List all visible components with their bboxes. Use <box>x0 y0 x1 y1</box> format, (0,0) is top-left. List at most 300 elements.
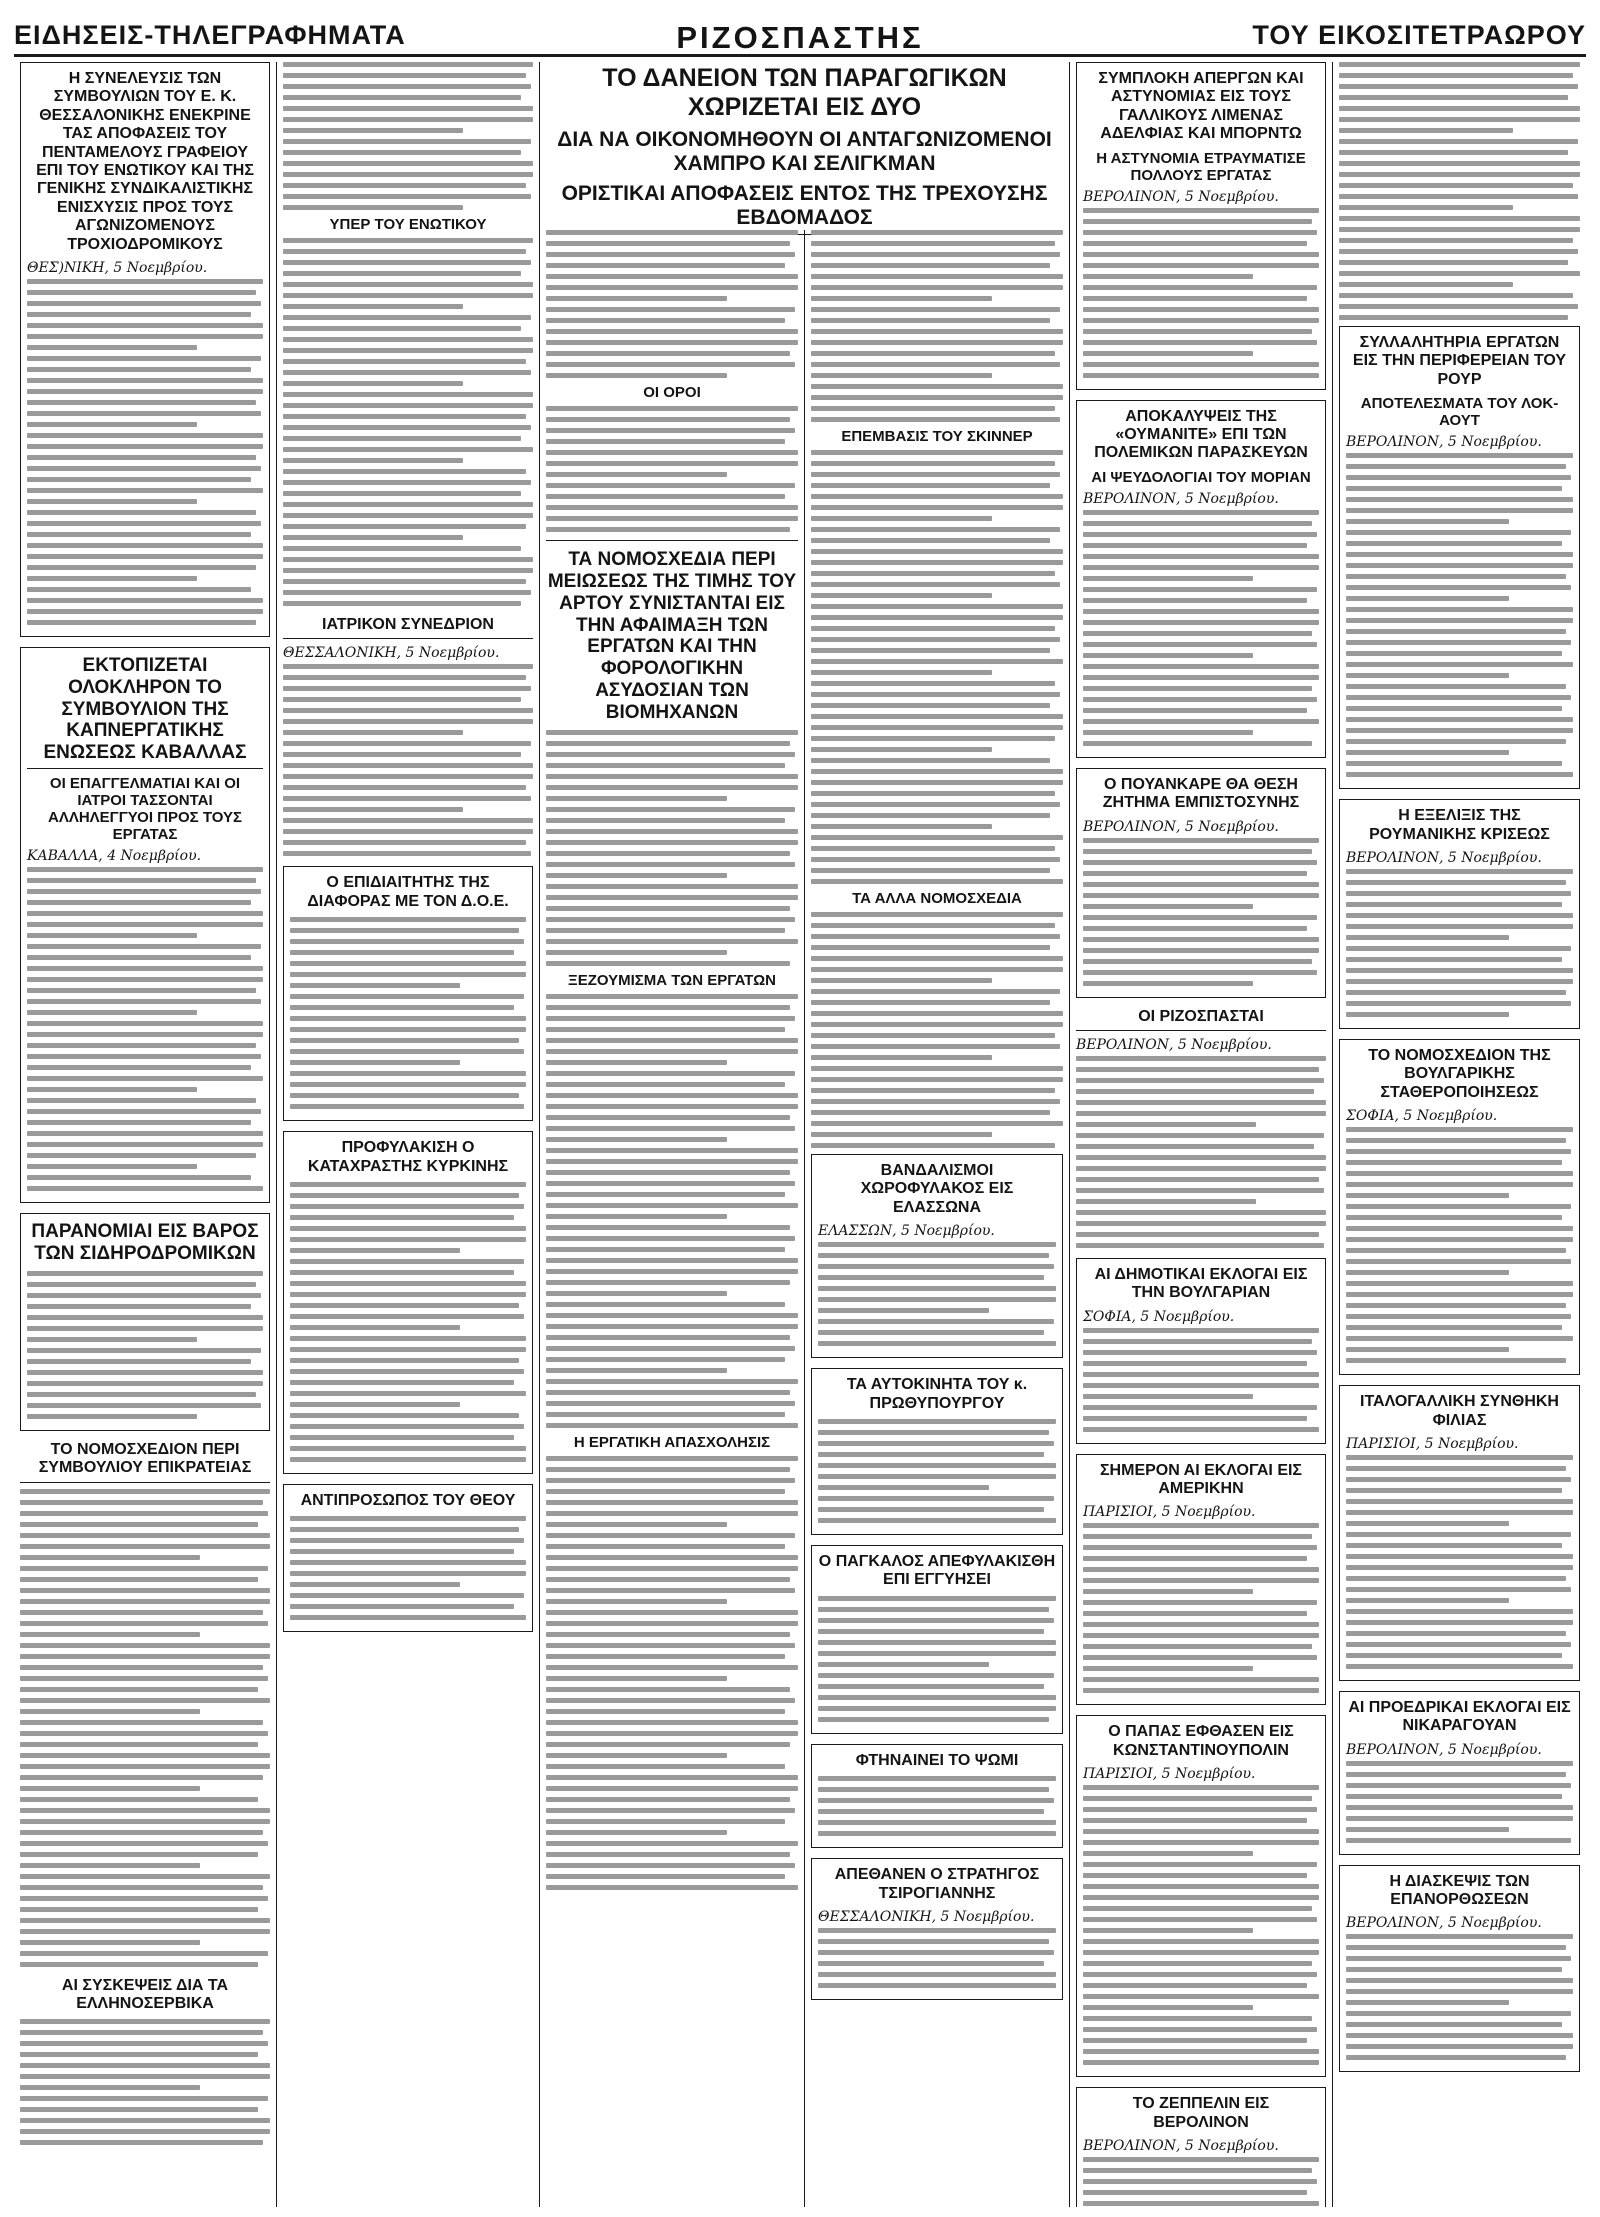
dateline: ΚΑΒΑΛΛΑ, 4 Νοεμβρίου. <box>27 848 202 865</box>
text-line <box>1346 772 1573 777</box>
text-line <box>1083 1807 1317 1812</box>
text-line <box>283 686 531 691</box>
text-line <box>546 862 795 867</box>
text-line <box>27 1131 263 1136</box>
headline: Η ΔΙΑΣΚΕΨΙΣ ΤΩΝ ΕΠΑΝΟΡΘΩΣΕΩΝ <box>1389 1872 1530 1909</box>
text-line <box>290 1402 460 1407</box>
text-line <box>283 491 521 496</box>
text-line <box>27 598 263 603</box>
text-line <box>1346 1565 1573 1570</box>
text-line <box>283 150 521 155</box>
text-line <box>283 293 533 298</box>
headline: ΣΗΜΕΡΟΝ ΑΙ ΕΚΛΟΓΑΙ ΕΙΣ ΑΜΕΡΙΚΗΝ <box>1099 1461 1303 1498</box>
text-line <box>20 1599 270 1604</box>
text-line <box>20 1797 258 1802</box>
text-line <box>1083 860 1317 865</box>
text-line <box>283 719 533 724</box>
column-6 <box>1333 62 1586 2207</box>
article-bulgarian-stabilization <box>1339 1039 1580 1375</box>
text-line <box>27 1315 263 1320</box>
text-line <box>818 1640 1056 1645</box>
text-line <box>546 263 785 268</box>
text-line <box>283 172 533 177</box>
text-line <box>546 730 798 735</box>
text-line <box>290 1527 519 1532</box>
headline: ΦΤΗΝΑΙΝΕΙ ΤΟ ΨΩΜΙ <box>855 1751 1019 1769</box>
dateline: ΒΕΡΟΛΙΝΟΝ, 5 Νοεμβρίου. <box>1083 490 1279 507</box>
text-line <box>818 1706 1056 1711</box>
article-general-death <box>811 1858 1063 2000</box>
text-line <box>1083 2190 1307 2195</box>
text-line <box>1083 1994 1319 1999</box>
text-line <box>1346 1816 1573 1821</box>
text-line <box>811 846 1055 851</box>
text-line <box>1083 959 1312 964</box>
text-line <box>20 2107 258 2112</box>
article-railway-workers <box>20 1213 270 1431</box>
text-line <box>1083 2016 1312 2021</box>
text-line <box>811 1000 1050 1005</box>
text-line <box>818 1430 1049 1435</box>
text-line <box>290 1104 524 1109</box>
text-line <box>546 1808 795 1813</box>
text-line <box>283 414 526 419</box>
text-line <box>1339 205 1513 210</box>
text-line <box>811 472 1060 477</box>
text-line <box>1083 208 1319 213</box>
article-nicaragua-elections <box>1339 1691 1580 1855</box>
text-line <box>1083 2157 1319 2162</box>
text-line <box>290 1082 526 1087</box>
text-line <box>27 1337 197 1342</box>
text-line <box>1346 1934 1573 1939</box>
text-line <box>290 1182 526 1187</box>
text-line <box>811 813 1050 818</box>
text-line <box>811 296 992 301</box>
text-line <box>811 747 992 752</box>
text-line <box>546 252 795 257</box>
text-line <box>546 505 798 510</box>
text-line <box>1076 1199 1256 1204</box>
article-text <box>290 917 526 1109</box>
article-text <box>1339 62 1580 320</box>
text-line <box>1339 128 1513 133</box>
text-line <box>546 1588 795 1593</box>
text-line <box>1346 1160 1562 1165</box>
text-line <box>546 1467 790 1472</box>
text-line <box>27 565 256 570</box>
text-line <box>283 741 531 746</box>
text-line <box>1346 1827 1509 1832</box>
subheadline: ΟΙ ΕΠΑΓΓΕΛΜΑΤΙΑΙ ΚΑΙ ΟΙ ΙΑΤΡΟΙ ΤΑΣΣΟΝΤΑΙ ΑΛΛΗΛΕΓΓΥΟΙ ΠΡΟΣ ΤΟΥΣ ΕΡΓΑΤΑΣ <box>48 775 242 844</box>
text-line <box>27 422 197 427</box>
article-kavala-exile <box>20 647 270 1203</box>
text-line <box>27 1087 197 1092</box>
text-line <box>290 1457 526 1462</box>
text-line <box>1083 1328 1319 1333</box>
text-line <box>811 1121 1063 1126</box>
text-line <box>20 2063 270 2068</box>
text-line <box>811 307 1060 312</box>
article-text <box>1346 869 1573 1017</box>
text-line <box>27 1142 263 1147</box>
text-line <box>290 1215 514 1220</box>
article-text <box>1346 1127 1573 1363</box>
text-line <box>290 1237 526 1242</box>
text-line <box>546 406 798 411</box>
text-line <box>283 601 521 606</box>
text-line <box>818 1961 1044 1966</box>
text-line <box>546 1841 798 1846</box>
text-line <box>818 1419 1056 1424</box>
text-line <box>283 535 463 540</box>
text-line <box>1339 150 1568 155</box>
banner-headline-3: ΟΡΙΣΤΙΚΑΙ ΑΠΟΦΑΣΕΙΣ ΕΝΤΟΣ ΤΗΣ ΤΡΕΧΟΥΣΗΣ ΕΒΔΟΜΑΔΟΣ <box>548 182 1061 235</box>
text-line <box>1346 1477 1571 1482</box>
text-line <box>290 1314 524 1319</box>
text-line <box>811 758 1050 763</box>
text-line <box>1083 329 1312 334</box>
text-line <box>546 1852 790 1857</box>
text-line <box>1339 161 1580 166</box>
text-line <box>27 1175 251 1180</box>
text-line <box>1346 1598 1509 1603</box>
text-line <box>1083 1829 1319 1834</box>
text-line <box>20 1830 263 1835</box>
text-line <box>20 1896 268 1901</box>
text-line <box>27 334 263 339</box>
text-line <box>1339 139 1578 144</box>
text-line <box>27 1282 256 1287</box>
text-line <box>1083 1906 1312 1911</box>
text-line <box>546 741 790 746</box>
text-line <box>811 549 1063 554</box>
article-text <box>818 1242 1056 1346</box>
text-line <box>811 1143 1055 1148</box>
text-line <box>283 348 533 353</box>
text-line <box>27 345 197 350</box>
text-line <box>1346 2055 1566 2060</box>
text-line <box>20 1555 200 1560</box>
text-line <box>1076 1166 1326 1171</box>
text-line <box>27 477 251 482</box>
text-line <box>1346 1237 1573 1242</box>
text-line <box>811 1033 1055 1038</box>
article-text <box>1346 1934 1573 2060</box>
text-line <box>1083 675 1319 680</box>
text-line <box>1339 62 1580 67</box>
article-text <box>818 1419 1056 1523</box>
text-line <box>818 1618 1054 1623</box>
article-text <box>818 1596 1056 1722</box>
text-line <box>546 1555 798 1560</box>
text-line <box>283 304 463 309</box>
text-line <box>1083 598 1307 603</box>
text-line <box>290 1270 514 1275</box>
text-line <box>1346 1838 1571 1843</box>
text-line <box>818 1972 1056 1977</box>
text-line <box>1346 1587 1571 1592</box>
text-line <box>546 1137 727 1142</box>
text-line <box>818 1717 1049 1722</box>
article-text <box>1083 510 1319 746</box>
text-line <box>1346 662 1573 667</box>
text-line <box>546 774 798 779</box>
text-line <box>546 1621 798 1626</box>
text-line <box>1346 1204 1571 1209</box>
text-line <box>1346 957 1562 962</box>
text-line <box>1083 1928 1253 1933</box>
text-line <box>1346 629 1566 634</box>
text-line <box>546 1665 798 1670</box>
text-line <box>1346 1510 1573 1515</box>
headline: ΤΟ ΝΟΜΟΣΧΕΔΙΟΝ ΠΕΡΙ ΣΥΜΒΟΥΛΙΟΥ ΕΠΙΚΡΑΤΕΙΑΣ <box>20 1441 270 1483</box>
text-line <box>818 1253 1049 1258</box>
column-2 <box>277 62 540 2207</box>
text-line <box>283 436 521 441</box>
dateline: ΒΕΡΟΛΙΝΟΝ, 5 Νοεμβρίου. <box>1346 434 1542 451</box>
text-line <box>290 1516 526 1521</box>
article-italo-french-pact <box>1339 1385 1580 1681</box>
text-line <box>1083 1884 1319 1889</box>
text-line <box>1083 1950 1319 1955</box>
text-line <box>546 439 785 444</box>
text-line <box>546 1709 785 1714</box>
text-line <box>818 1776 1056 1781</box>
text-line <box>27 977 263 982</box>
text-line <box>290 1204 524 1209</box>
article-text <box>1083 2157 1319 2207</box>
text-line <box>546 494 785 499</box>
headline: ΕΚΤΟΠΙΖΕΤΑΙ ΟΛΟΚΛΗΡΟΝ ΤΟ ΣΥΜΒΟΥΛΙΟΝ ΤΗΣ ΚΑΠΝΕΡΓΑΤΙΚΗΣ ΕΝΩΣΕΩΣ ΚΑΒΑΛΛΑΣ <box>27 655 263 769</box>
text-line <box>818 1787 1049 1792</box>
dateline: ΒΕΡΟΛΙΝΟΝ, 5 Νοεμβρίου. <box>1076 1036 1272 1053</box>
text-line <box>20 1852 258 1857</box>
text-line <box>290 939 524 944</box>
article-medical-congress <box>283 616 533 856</box>
text-line <box>27 867 263 872</box>
text-line <box>27 1271 263 1276</box>
text-line <box>290 1413 519 1418</box>
text-line <box>27 1021 263 1026</box>
text-line <box>1346 946 1571 951</box>
text-line <box>811 373 992 378</box>
text-line <box>546 1731 798 1736</box>
text-line <box>811 978 992 983</box>
text-line <box>1339 73 1573 78</box>
text-line <box>1083 1611 1307 1616</box>
text-line <box>1346 651 1562 656</box>
text-line <box>283 818 533 823</box>
text-line <box>546 1082 785 1087</box>
text-line <box>1346 750 1509 755</box>
text-line <box>27 900 251 905</box>
text-line <box>811 527 1060 532</box>
text-line <box>818 1308 989 1313</box>
headline: ΠΑΡΑΝΟΜΙΑΙ ΕΙΣ ΒΑΡΟΣ ΤΩΝ ΣΙΔΗΡΟΔΡΟΜΙΚΩΝ <box>31 1221 259 1264</box>
text-line <box>1083 263 1319 268</box>
text-line <box>1346 1488 1562 1493</box>
text-line <box>811 692 1060 697</box>
text-line <box>1346 1001 1571 1006</box>
text-line <box>1346 1609 1573 1614</box>
text-line <box>283 829 533 834</box>
text-line <box>546 483 795 488</box>
text-line <box>546 1478 795 1483</box>
text-line <box>27 488 263 493</box>
text-line <box>20 1588 270 1593</box>
text-line <box>1083 532 1317 537</box>
text-line <box>546 873 727 878</box>
text-line <box>283 774 533 779</box>
text-line <box>1083 1785 1319 1790</box>
text-line <box>283 359 526 364</box>
text-line <box>1346 990 1566 995</box>
article-pm-cars <box>811 1368 1063 1535</box>
text-line <box>20 1808 270 1813</box>
text-line <box>546 1775 798 1780</box>
headline: ΠΡΟΦΥΛΑΚΙΣΗ Ο ΚΑΤΑΧΡΑΣΤΗΣ ΚΥΡΚΙΝΗΣ <box>307 1139 509 1175</box>
text-line <box>1346 1303 1566 1308</box>
text-line <box>546 1643 795 1648</box>
headline: Η ΣΥΝΕΛΕΥΣΙΣ ΤΩΝ ΣΥΜΒΟΥΛΙΩΝ ΤΟΥ Ε. Κ. ΘΕΣΣΑΛΟΝΙΚΗΣ ΕΝΕΚΡΙΝΕ ΤΑΣ ΑΠΟΦΑΣΕΙΣ ΤΟΥ ΠΕΝΤΑΜΕΛΟΥΣ ΓΡΑΦΕΙΟΥ ΕΠΙ ΤΟΥ ΕΝΩΤΙΚΟΥ ΚΑΙ ΤΗΣ ΓΕΝΙΚΗΣ ΣΥΝΔΙΚΑΛΙΣΤΙΚΗΣ ΕΝΙΣΧΥΣΙΣ ΠΡΟΣ ΤΟΥΣ ΑΓΩΝΙΖΟΜΕΝΟΥΣ ΤΡΟΧΙΟΔΡΟΜΙΚΟΥΣ <box>36 70 254 253</box>
text-line <box>546 939 798 944</box>
text-line <box>1346 607 1573 612</box>
text-line <box>1339 238 1573 243</box>
text-line <box>20 1819 270 1824</box>
text-line <box>1346 1127 1573 1132</box>
text-line <box>1346 1653 1562 1658</box>
text-line <box>546 329 798 334</box>
text-line <box>546 296 727 301</box>
text-line <box>811 351 1055 356</box>
text-line <box>811 1055 992 1060</box>
headline: ΑΠΟΚΑΛΥΨΕΙΣ ΤΗΣ «ΟΥΜΑΝΙΤΕ» ΕΠΙ ΤΩΝ ΠΟΛΕΜΙΚΩΝ ΠΑΡΑΣΚΕΥΩΝ <box>1094 407 1308 462</box>
text-line <box>546 1720 798 1725</box>
text-line <box>546 1687 790 1692</box>
text-line <box>27 367 251 372</box>
text-line <box>546 1566 798 1571</box>
text-line <box>1083 1677 1319 1682</box>
column-5 <box>1070 62 1333 2207</box>
text-line <box>20 1511 268 1516</box>
text-line <box>27 1164 197 1169</box>
text-line <box>27 411 261 416</box>
text-line <box>290 1358 519 1363</box>
text-line <box>20 2074 270 2079</box>
text-line <box>283 84 531 89</box>
article-text <box>811 230 1063 422</box>
text-line <box>27 279 263 284</box>
text-line <box>1346 1967 1562 1972</box>
text-line <box>1346 1270 1509 1275</box>
text-line <box>1346 1805 1573 1810</box>
text-line <box>811 582 1060 587</box>
text-line <box>27 878 256 883</box>
text-line <box>283 282 533 287</box>
text-line <box>818 1242 1056 1247</box>
text-line <box>27 587 251 592</box>
text-line <box>290 1060 460 1065</box>
article-doe-arbitrator <box>283 866 533 1121</box>
text-line <box>20 2129 270 2134</box>
text-line <box>1346 2011 1571 2016</box>
column-3 <box>540 230 805 2207</box>
text-line <box>1083 1622 1319 1627</box>
text-line <box>546 285 798 290</box>
text-line <box>546 840 798 845</box>
text-line <box>27 1381 263 1386</box>
text-line <box>290 1604 514 1609</box>
text-line <box>546 1522 727 1527</box>
text-line <box>1083 1939 1319 1944</box>
text-line <box>1346 1521 1509 1526</box>
article-text <box>283 238 533 606</box>
text-line <box>546 1676 727 1681</box>
text-line <box>1346 574 1566 579</box>
lead-story-banner <box>540 62 1070 241</box>
text-line <box>283 326 521 331</box>
text-line <box>1346 541 1562 546</box>
text-line <box>811 868 1050 873</box>
article-text <box>1346 1761 1573 1843</box>
text-line <box>290 1193 519 1198</box>
text-line <box>20 2140 263 2145</box>
text-line <box>546 1390 790 1395</box>
text-line <box>1083 653 1253 658</box>
text-line <box>1339 227 1580 232</box>
text-line <box>546 241 790 246</box>
text-line <box>1083 1427 1319 1432</box>
text-line <box>1083 1416 1307 1421</box>
masthead <box>14 18 1586 57</box>
text-line <box>1339 315 1568 320</box>
dateline: ΕΛΑΣΣΩΝ, 5 Νοεμβρίου. <box>818 1223 995 1240</box>
text-line <box>1083 741 1312 746</box>
text-line <box>818 1518 1056 1523</box>
text-line <box>283 513 533 518</box>
headline: ΑΠΕΘΑΝΕΝ Ο ΣΤΡΑΤΗΓΟΣ ΤΣΙΡΟΓΙΑΝΝΗΣ <box>834 1866 1040 1902</box>
headline: ΑΙ ΔΗΜΟΤΙΚΑΙ ΕΚΛΟΓΑΙ ΕΙΣ ΤΗΝ ΒΟΥΛΓΑΡΙΑΝ <box>1094 1265 1308 1302</box>
headline: ΣΥΜΠΛΟΚΗ ΑΠΕΡΓΩΝ ΚΑΙ ΑΣΤΥΝΟΜΙΑΣ ΕΙΣ ΤΟΥΣ ΓΑΛΛΙΚΟΥΣ ΛΙΜΕΝΑΣ ΑΔΕΛΦΙΑΣ ΚΑΙ ΜΠΟΡΝΤΩ <box>1098 70 1304 143</box>
text-line <box>1346 1620 1573 1625</box>
text-line <box>818 1684 1044 1689</box>
text-line <box>546 1280 790 1285</box>
text-line <box>811 329 1063 334</box>
text-line <box>546 1093 798 1098</box>
text-line <box>290 1259 524 1264</box>
text-line <box>1083 274 1253 279</box>
text-line <box>1339 216 1580 221</box>
text-line <box>818 1798 1054 1803</box>
text-line <box>546 1379 798 1384</box>
text-line <box>818 1651 1056 1656</box>
text-line <box>1346 761 1562 766</box>
text-line <box>1346 1347 1509 1352</box>
text-line <box>1346 530 1571 535</box>
text-line <box>1076 1133 1324 1138</box>
article-text <box>283 62 533 210</box>
headline: Ο ΠΑΓΚΑΛΟΣ ΑΠΕΦΥΛΑΚΙΣΘΗ ΕΠΙ ΕΓΓΥΗΣΕΙ <box>818 1552 1056 1589</box>
text-line <box>1076 1089 1314 1094</box>
text-line <box>283 205 463 210</box>
article-kyrkini-embezzler <box>283 1131 533 1474</box>
text-line <box>546 818 785 823</box>
text-line <box>1346 1171 1573 1176</box>
columns <box>14 62 1586 2207</box>
text-line <box>1346 673 1509 678</box>
article-text <box>290 1516 526 1620</box>
